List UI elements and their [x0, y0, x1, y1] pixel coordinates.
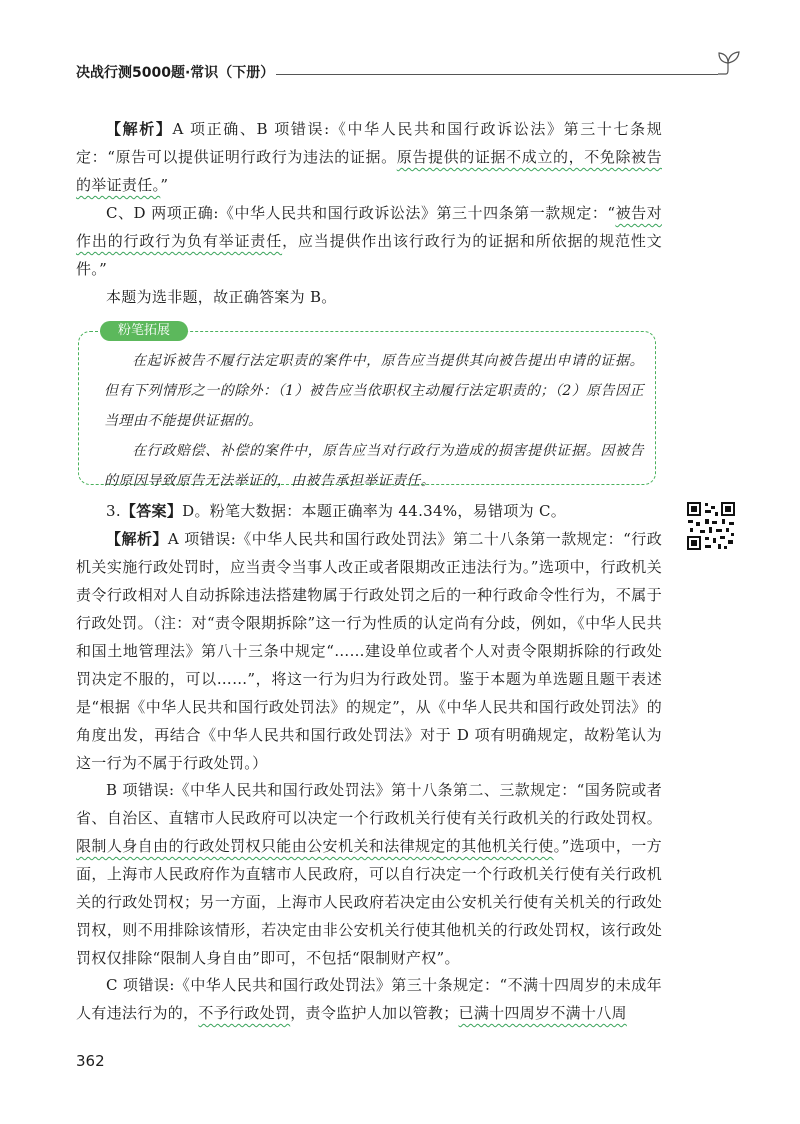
analysis-paragraph-c: C 项错误:《中华人民共和国行政处罚法》第三十条规定：“不满十四周岁的未成年人有违法行为的，不予行政处罚，责令监护人加以管教；已满十四周岁不满十八周 — [76, 976, 662, 1022]
extension-paragraph-1: 在起诉被告不履行法定职责的案件中，原告应当提供其向被告提出申请的证据。但有下列情形之一的除外：（1）被告应当依职权主动履行法定职责的；（2）原告因正当理由不能提供证据的。 — [104, 353, 644, 429]
underlined-phrase: 限制人身自由的行政处罚权只能由 — [76, 837, 308, 855]
header-title: 决战行测5000题·常识（下册） — [76, 65, 275, 81]
extension-label: 粉笔拓展 — [100, 321, 188, 341]
qr-code-icon[interactable] — [685, 500, 737, 552]
analysis-paragraph-a: 【解析】A 项错误:《中华人民共和国行政处罚法》第二十八条第一款规定：“行政机关实施行政处罚时，应当责令当事人改正或者限期改正违法行为。”选项中，行政机关责令行政相对人自动拆除违法搭建物属于行政处罚之后的一种行政命令性行为，不属于行政处罚。（注：对“责令限期拆除”这一行为性质的认定尚有分歧，例如，《中华人民共和国土地管理法》第八十三条中规定“……建设单位或者个人对责令限期拆除的行政处罚决定不服的，可以……”，将这一行为归为行政处罚。鉴于本题为单选题且题干表述是“根据《中华人民共和国行政处罚法》的规定”，从《中华人民共和国行政处罚法》的角度出发，再结合《中华人民共和国行政处罚法》对于 D 项有明确规定，故粉笔认为这一行为不属于行政处罚。） — [76, 530, 663, 772]
underlined-phrase: 已满十四周岁不满十八周 — [458, 1004, 627, 1022]
conclusion-paragraph: 本题为选非题，故正确答案为 B。 — [106, 288, 337, 306]
answer-tag: 【答案】 — [120, 502, 183, 520]
page-number: 362 — [76, 1052, 105, 1070]
answer-line: 3.【答案】D。粉笔大数据：本题正确率为 44.34%，易错项为 C。 — [106, 502, 567, 520]
analysis-tag: 【解析】 — [106, 120, 173, 138]
analysis-paragraph-1: 【解析】A 项正确、B 项错误:《中华人民共和国行政诉讼法》第三十七条规定：“原告可以提供证明行政行为违法的证据。原告提供的证据不成立的，不免除被告的举证责任。” — [76, 120, 662, 194]
analysis-paragraph-2: C、D 两项正确:《中华人民共和国行政诉讼法》第三十四条第一款规定：“被告对作出的行政行为负有举证责任，应当提供作出该行政行为的证据和所依据的规范性文件。” — [76, 204, 663, 278]
underlined-phrase: 被告对作出的行政行为负有举证责任 — [76, 204, 662, 250]
analysis-tag: 【解析】 — [106, 530, 168, 548]
page-header — [76, 62, 736, 88]
underlined-phrase: 公安机关和法律规定的其他机关行使 — [307, 837, 554, 855]
header-rule — [276, 74, 718, 75]
underlined-phrase: 原告提供的证据不成立的，不免除被告的举证责任。 — [76, 148, 662, 194]
extension-paragraph-2: 在行政赔偿、补偿的案件中，原告应当对行政行为造成的损害提供证据。因被告的原因导致原告无法举证的，由被告承担举证责任。 — [104, 443, 644, 489]
underlined-phrase: 不予行政处罚 — [198, 1004, 291, 1022]
sprout-icon — [714, 48, 744, 82]
analysis-paragraph-b: B 项错误:《中华人民共和国行政处罚法》第十八条第二、三款规定：“国务院或者省、自治区、直辖市人民政府可以决定一个行政机关行使有关行政机关的行政处罚权。限制人身自由的行政处罚权只能由公安机关和法律规定的其他机关行使。”选项中，一方面，上海市人民政府作为直辖市人民政府，可以自行决定一个行政机关行使有关行政机关的行政处罚权；另一方面，上海市人民政府若决定由公安机关行使有关机关的行政处罚权，则不用排除该情形，若决定由非公安机关行使其他机关的行政处罚权，该行政处罚权仅排除“限制人身自由”即可，不包括“限制财产权”。 — [76, 781, 662, 967]
